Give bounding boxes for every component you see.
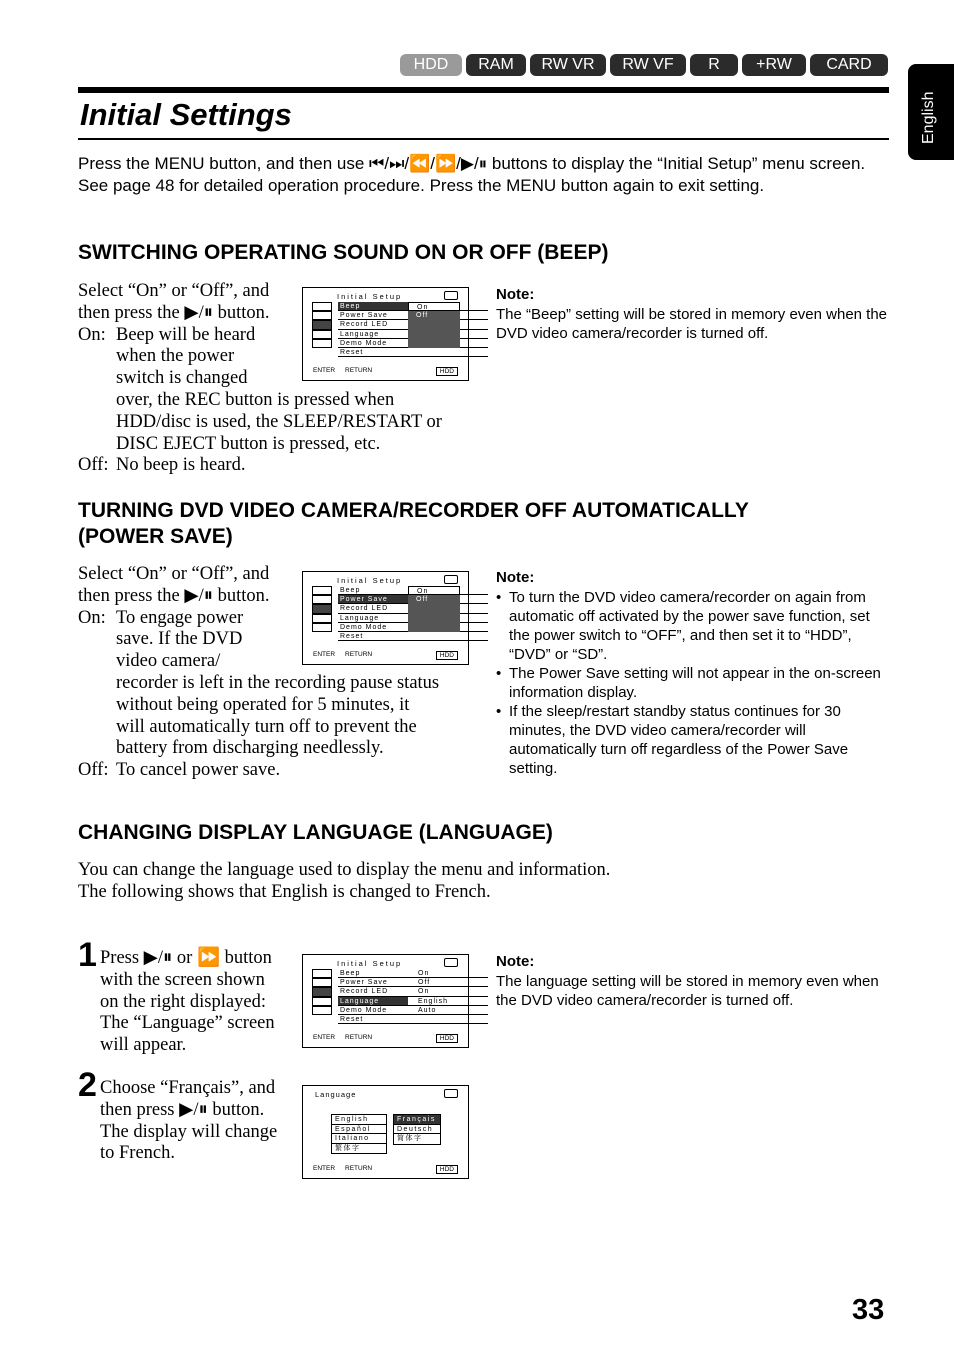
tab-plus-rw: +RW: [742, 54, 806, 76]
page-number: 33: [852, 1294, 885, 1326]
tab-ram: RAM: [466, 54, 526, 76]
intro-paragraph: Press the MENU button, and then use ⏮/⏭/⏪/⏩/▶/⏸ buttons to display the “Initial Setup” menu screen. See page 48 for detailed operation procedure. Press the MENU button again to exit setting.: [78, 154, 866, 195]
camera-icon: [444, 291, 458, 300]
disc-type-tabs: [400, 54, 888, 76]
step-number-2: 2: [78, 1066, 97, 1104]
tv-icon: [312, 614, 332, 623]
beep-menu-screen: Initial Setup Beep Power Save Record LED Language Demo Mode Reset On Off ENTER RETURN HDD: [302, 287, 469, 381]
disc-icon: [312, 586, 332, 595]
tv-icon: [312, 330, 332, 339]
language-list-right: Français Deutsch 简体字: [393, 1114, 441, 1145]
hdd-badge: HDD: [436, 367, 458, 376]
tab-rw-vf: RW VF: [610, 54, 686, 76]
step-2-text: Choose “Français”, and then press ▶/⏸ button. The display will change to French.: [100, 1078, 278, 1164]
tab-card: CARD: [810, 54, 888, 76]
menu-row: Power Save Off: [338, 978, 488, 987]
return-label: RETURN: [345, 651, 373, 658]
disc-icon: [312, 969, 332, 978]
beep-heading: SWITCHING OPERATING SOUND ON OR OFF (BEEP): [78, 241, 609, 264]
hdd-badge: HDD: [436, 1034, 458, 1043]
hdd-badge: HDD: [436, 651, 458, 660]
beep-body: Select “On” or “Off”, and then press the ▶/⏸ button. On: Beep will be heard when the power switch is changed over, the REC button is pressed when HDD/disc is used, the SLEEP/RESTART or DISC EJECT button is pressed, etc. Off: No beep is heard.: [78, 281, 442, 476]
power-note: Note: • To turn the DVD video camera/recorder on again from automatic off activated by the power save function, set the power switch to “OFF”, and then set it to “HDD”, “DVD” or “SD”. • The Power Save setting will not appear in the on-screen information display. • If the sleep/restart standby status continues for 30 minutes, the DVD video camera/recorder will automatically turn off regardless of the Power Save setting.: [496, 568, 888, 778]
menu-row: Record LED On: [338, 987, 488, 996]
beep-note: Note: The “Beep” setting will be stored in memory even when the DVD video camera/recorder is turned off.: [496, 286, 888, 342]
settings-icon: [312, 604, 332, 613]
camera-icon: [444, 575, 458, 584]
menu-row: Reset: [338, 348, 488, 357]
language-intro: You can change the language used to display the menu and information. The following shows that English is changed to French.: [78, 860, 611, 902]
menu-row: Beep: [338, 586, 488, 595]
menu-row: Power Save: [338, 595, 488, 604]
return-label: RETURN: [345, 367, 373, 374]
step-1-text: Press ▶/⏸ or ⏩ button with the screen shown on the right displayed: The “Language” screen will appear.: [100, 948, 275, 1056]
menu-row: Record LED: [338, 320, 488, 329]
return-label: RETURN: [345, 1165, 373, 1172]
title-rule: [78, 138, 889, 140]
tab-hdd: HDD: [400, 54, 462, 76]
tv-icon: [312, 997, 332, 1006]
tab-rw-vr: RW VR: [530, 54, 606, 76]
menu-row: Demo Mode Auto: [338, 1006, 488, 1015]
menu-row: Demo Mode: [338, 339, 488, 348]
language-list-left: English Español Italiano 繁体字: [331, 1114, 387, 1154]
power-body: Select “On” or “Off”, and then press the ▶/⏸ button. On: To engage power save. If the DVD video camera/ recorder is left in the recording pause status without being operated for 5 minutes, it will automatically turn off to prevent the battery from discharging needlessly. Off: To cancel power save.: [78, 564, 440, 781]
side-tab-label: English: [920, 91, 937, 144]
menu-row: Reset: [338, 1015, 488, 1024]
option-box: On Off: [408, 302, 460, 348]
page-title: Initial Settings: [80, 97, 292, 132]
language-list-screen: Language English Español Italiano 繁体字 Français Deutsch 简体字 ENTER RETURN HDD: [302, 1085, 469, 1179]
note-bullet: • If the sleep/restart standby status continues for 30 minutes, the DVD video camera/recorder will automatically turn off regardless of the Power Save setting.: [496, 702, 888, 778]
settings-icon: [312, 987, 332, 996]
power-heading-line1: TURNING DVD VIDEO CAMERA/RECORDER OFF AUTOMATICALLY: [78, 499, 749, 522]
camera-icon: [444, 1089, 458, 1098]
menu-row: Beep: [338, 302, 488, 311]
menu-row: Demo Mode: [338, 623, 488, 632]
film-icon: [312, 978, 332, 987]
power-save-menu-screen: Initial Setup Beep Power Save Record LED Language Demo Mode Reset On Off ENTER RETURN HDD: [302, 571, 469, 665]
language-side-tab: [908, 64, 954, 160]
tools-icon: [312, 623, 332, 632]
enter-label: ENTER: [313, 1165, 336, 1172]
language-note: Note: The language setting will be stored in memory even when the DVD video camera/recorder is turned off.: [496, 953, 879, 1009]
option-box: On Off: [408, 586, 460, 632]
tools-icon: [312, 1006, 332, 1015]
language-menu-screen: Initial Setup Beep On Power Save Off Record LED On Language English Demo Mode Auto Reset ENTER RETURN HDD: [302, 954, 469, 1048]
menu-row: Language: [338, 330, 488, 339]
language-heading: CHANGING DISPLAY LANGUAGE (LANGUAGE): [78, 821, 553, 844]
tools-icon: [312, 339, 332, 348]
menu-row: Reset: [338, 632, 488, 641]
menu-row: Language English: [338, 997, 488, 1006]
enter-label: ENTER: [313, 367, 336, 374]
hdd-badge: HDD: [436, 1165, 458, 1174]
header-rule: [78, 87, 889, 93]
enter-label: ENTER: [313, 1034, 336, 1041]
tab-r: R: [690, 54, 738, 76]
menu-row: Record LED: [338, 604, 488, 613]
note-bullet: • The Power Save setting will not appear in the on-screen information display.: [496, 664, 888, 702]
film-icon: [312, 595, 332, 604]
camera-icon: [444, 958, 458, 967]
power-heading-line2: (POWER SAVE): [78, 525, 233, 548]
menu-row: Beep On: [338, 969, 488, 978]
menu-row: Power Save: [338, 311, 488, 320]
settings-icon: [312, 320, 332, 329]
menu-row: Language: [338, 614, 488, 623]
disc-icon: [312, 302, 332, 311]
note-bullet: • To turn the DVD video camera/recorder on again from automatic off activated by the power save function, set the power switch to “OFF”, and then set it to “HDD”, “DVD” or “SD”.: [496, 588, 888, 664]
enter-label: ENTER: [313, 651, 336, 658]
film-icon: [312, 311, 332, 320]
step-number-1: 1: [78, 936, 97, 974]
return-label: RETURN: [345, 1034, 373, 1041]
